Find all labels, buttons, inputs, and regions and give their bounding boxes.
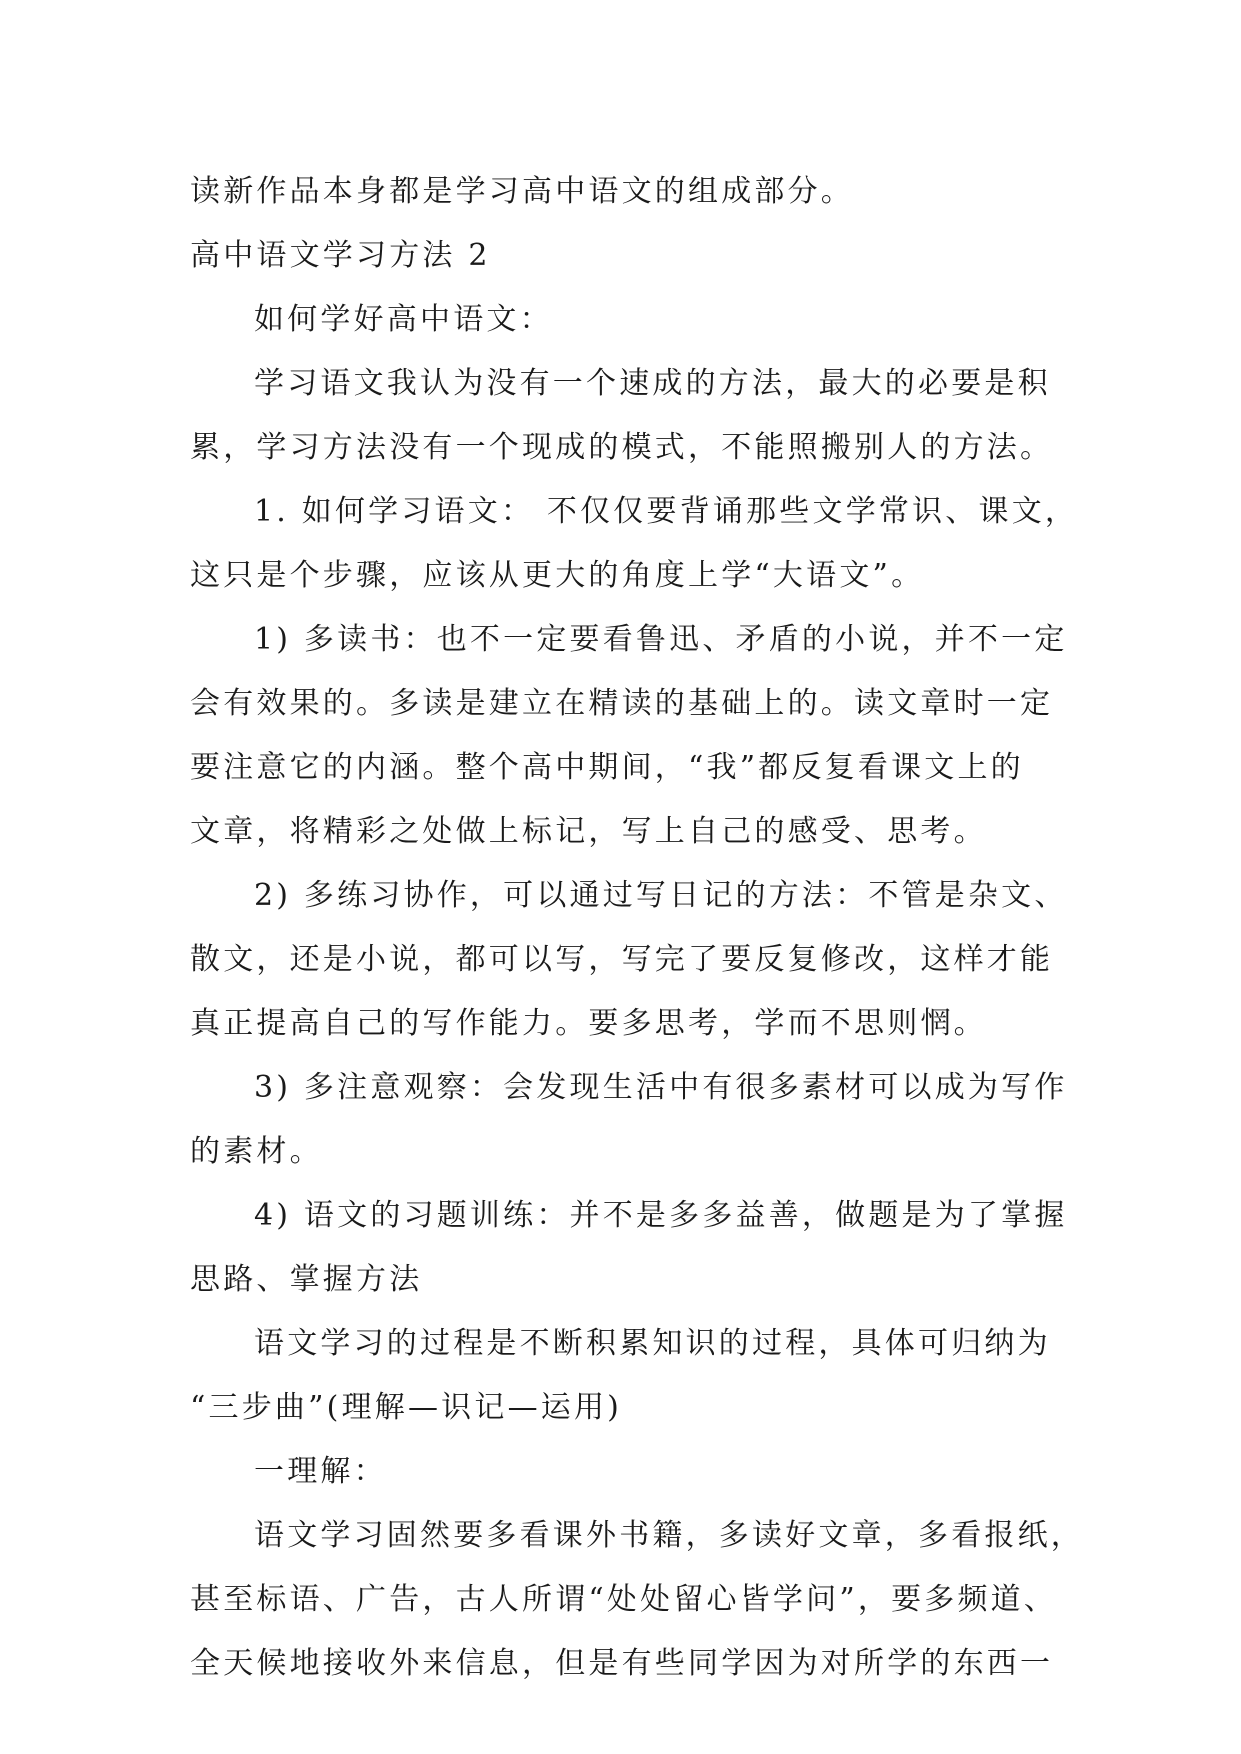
- text-line: 甚至标语、广告，古人所谓“处处留心皆学问”，要多频道、: [190, 1582, 1058, 1617]
- text-line: 这只是个步骤，应该从更大的角度上学“大语文”。: [190, 558, 925, 593]
- text-line: 学习语文我认为没有一个速成的方法，最大的必要是积: [254, 366, 1051, 401]
- text-line: 累，学习方法没有一个现成的模式，不能照搬别人的方法。: [190, 430, 1054, 465]
- section-heading: 高中语文学习方法 2: [190, 238, 491, 273]
- text-line: 2) 多练习协作，可以通过写日记的方法：不管是杂文、: [254, 878, 1068, 913]
- text-line: 语文学习的过程是不断积累知识的过程，具体可归纳为: [254, 1326, 1051, 1361]
- text-line: 如何学好高中语文：: [254, 302, 553, 337]
- text-line: 语文学习固然要多看课外书籍，多读好文章，多看报纸，: [254, 1518, 1084, 1553]
- text-line: “三步曲”(理解—识记—运用): [190, 1390, 623, 1425]
- text-line: 1) 多读书：也不一定要看鲁迅、矛盾的小说，并不一定: [254, 622, 1068, 657]
- text-line: 散文，还是小说，都可以写，写完了要反复修改，这样才能: [190, 942, 1054, 977]
- text-line: 一理解：: [254, 1454, 387, 1489]
- text-line: 要注意它的内涵。整个高中期间，“我”都反复看课文上的: [190, 750, 1024, 785]
- text-line: 读新作品本身都是学习高中语文的组成部分。: [190, 174, 854, 209]
- text-line: 全天候地接收外来信息，但是有些同学因为对所学的东西一: [190, 1646, 1054, 1681]
- document-body: [190, 160, 1084, 1696]
- text-line: 真正提高自己的写作能力。要多思考，学而不思则惘。: [190, 1006, 987, 1041]
- text-line: 1. 如何学习语文： 不仅仅要背诵那些文学常识、课文，: [254, 494, 1079, 529]
- text-line: 的素材。: [190, 1134, 323, 1169]
- text-line: 会有效果的。多读是建立在精读的基础上的。读文章时一定: [190, 686, 1054, 721]
- text-line: 思路、掌握方法: [190, 1262, 423, 1297]
- text-line: 文章，将精彩之处做上标记，写上自己的感受、思考。: [190, 814, 987, 849]
- text-line: 4) 语文的习题训练：并不是多多益善，做题是为了掌握: [254, 1198, 1068, 1233]
- text-line: 3) 多注意观察：会发现生活中有很多素材可以成为写作: [254, 1070, 1068, 1105]
